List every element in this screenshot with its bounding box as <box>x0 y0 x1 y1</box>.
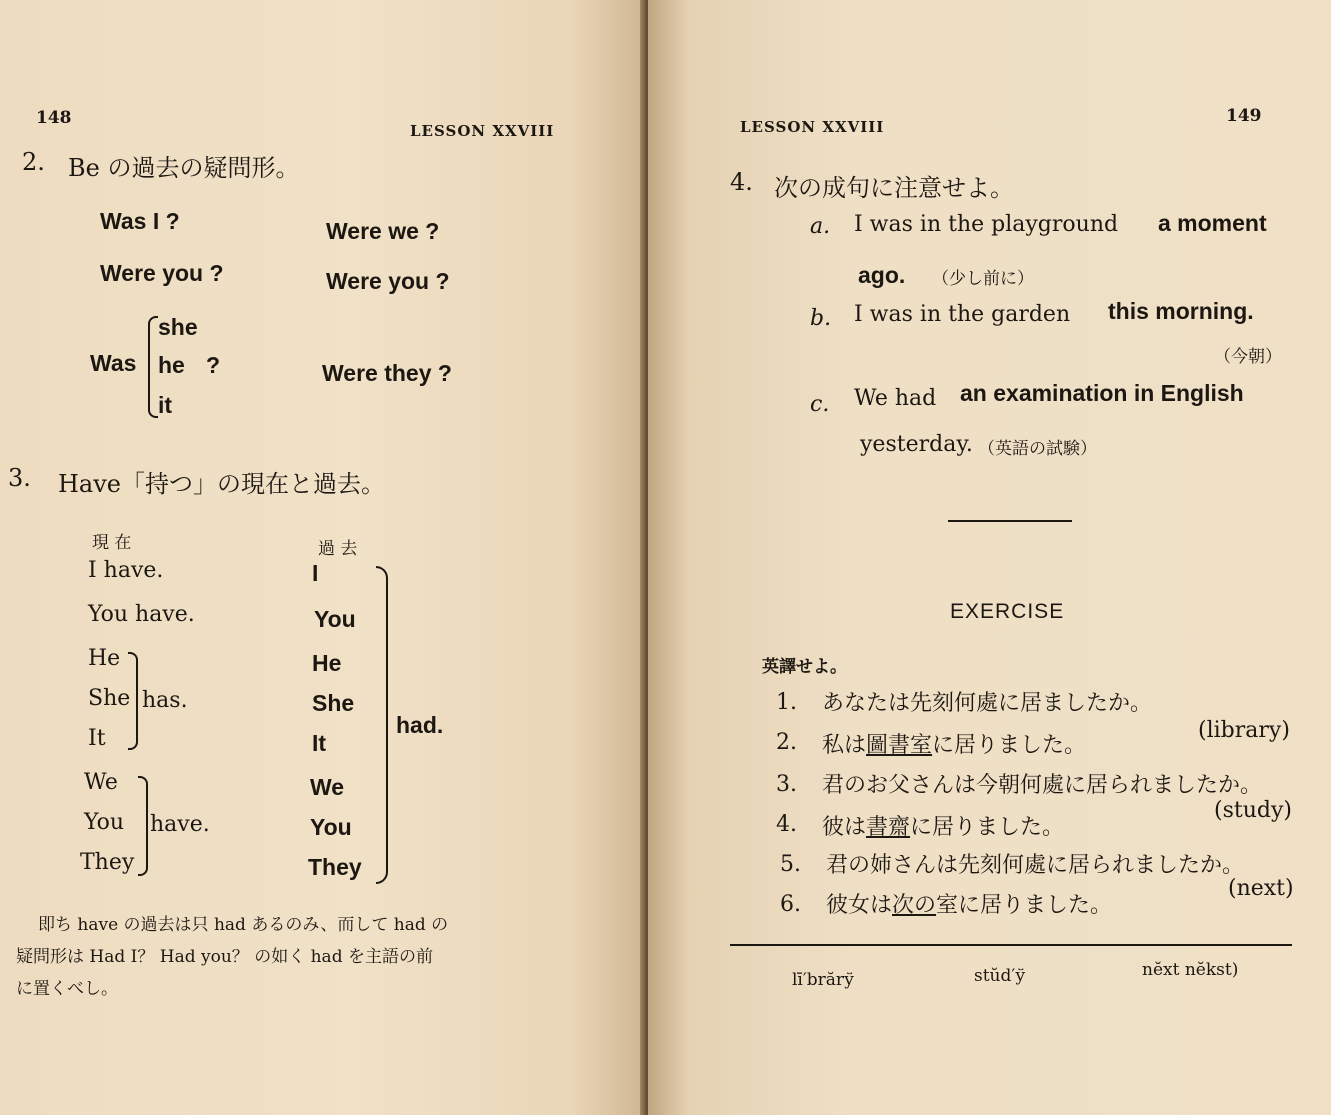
present-has: has. <box>142 688 188 713</box>
section-4-title: 次の成句に注意せよ。 <box>774 174 1014 202</box>
present-label: 現 在 <box>92 533 132 553</box>
exercise-6-text: 彼女は次の室に居りました。 <box>826 893 1113 918</box>
exercise-2-hint: (library) <box>1198 718 1290 743</box>
were-you-1: Were you ? <box>100 260 224 286</box>
page-number: 149 <box>1226 106 1262 126</box>
past-he: He <box>312 650 342 676</box>
past-you-pl: You <box>310 814 352 840</box>
present-it: It <box>88 726 106 751</box>
section-3-title: Have「持つ」の現在と過去。 <box>58 470 385 498</box>
brace-have <box>138 776 148 876</box>
past-label: 過 去 <box>318 539 358 559</box>
exercise-2-text: 私は圖書室に居りました。 <box>822 733 1087 758</box>
question-mark: ? <box>206 352 221 378</box>
underlined-word: 書齋 <box>866 815 911 840</box>
present-you-pl: You <box>84 810 125 835</box>
item-c-text: We had <box>854 386 937 411</box>
were-they: Were they ? <box>322 360 452 386</box>
present-you: You have. <box>88 602 195 627</box>
running-header: LESSON XXVIII <box>740 118 885 136</box>
were-you-2: Were you ? <box>326 268 450 294</box>
item-b-text: I was in the garden <box>854 302 1071 327</box>
exercise-instruction: 英譯せよ。 <box>762 657 847 677</box>
section-divider <box>948 520 1072 522</box>
note-line-1: 即ち have の過去は只 had あるのみ、而して had の <box>38 915 449 935</box>
page-149 <box>648 0 1331 1115</box>
exercise-4-text: 彼は書齋に居りました。 <box>822 815 1065 840</box>
exercise-1-text: あなたは先刻何處に居ましたか。 <box>822 691 1153 716</box>
item-c-gloss: （英語の試験） <box>978 439 1097 459</box>
underlined-word: 次の <box>892 893 937 918</box>
pronoun-he: he <box>158 352 185 378</box>
exercise-6-number: 6. <box>780 892 801 917</box>
section-3-number: 3. <box>8 464 31 492</box>
vocab-library: lī′brărў <box>792 970 855 990</box>
brace-pronouns <box>148 316 158 418</box>
item-a-phrase: a moment <box>1158 210 1267 236</box>
exercise-3-hint: (study) <box>1214 798 1292 823</box>
past-you: You <box>314 606 356 632</box>
past-had: had. <box>396 712 444 738</box>
brace-has <box>128 652 138 750</box>
section-2-number: 2. <box>22 148 45 176</box>
item-c-letter: c. <box>810 392 830 417</box>
item-a-gloss: （少し前に） <box>932 269 1034 289</box>
present-she: She <box>88 686 131 711</box>
present-we: We <box>84 770 118 795</box>
item-b-gloss: （今朝） <box>1214 347 1282 367</box>
exercise-5-hint: (next) <box>1228 876 1294 901</box>
present-have: have. <box>150 812 210 837</box>
item-c-phrase: an examination in English <box>960 380 1244 406</box>
past-i: I <box>312 560 319 586</box>
item-c-line2: yesterday. <box>860 432 973 457</box>
pronoun-she: she <box>158 314 198 340</box>
present-he: He <box>88 646 121 671</box>
page-number: 148 <box>36 108 72 128</box>
item-a-line2: ago. <box>858 262 906 288</box>
section-4-number: 4. <box>730 168 753 196</box>
exercise-5-number: 5. <box>780 852 801 877</box>
item-a-text: I was in the playground <box>854 212 1119 237</box>
item-b-letter: b. <box>810 306 832 331</box>
exercise-1-number: 1. <box>776 690 797 715</box>
exercise-3-number: 3. <box>776 772 797 797</box>
exercise-2-number: 2. <box>776 730 797 755</box>
was-label: Was <box>90 350 137 376</box>
item-b-phrase: this morning. <box>1108 298 1254 324</box>
vocab-next: nĕxt nĕkst) <box>1142 960 1239 980</box>
underlined-word: 圖書室 <box>866 733 933 758</box>
note-line-2: 疑問形は Had I？ Had you？ の如く had を主語の前 <box>16 947 433 967</box>
page-148 <box>0 0 648 1115</box>
past-we: We <box>310 774 345 800</box>
vocab-study: stŭd′ў <box>974 966 1026 986</box>
running-header: LESSON XXVIII <box>410 122 555 140</box>
note-line-3: に置くべし。 <box>16 979 118 999</box>
exercise-4-number: 4. <box>776 812 797 837</box>
pronoun-it: it <box>158 392 173 418</box>
exercise-3-text: 君のお父さんは今朝何處に居られましたか。 <box>822 773 1263 798</box>
past-she: She <box>312 690 355 716</box>
exercise-5-text: 君の姉さんは先刻何處に居られましたか。 <box>826 853 1245 878</box>
was-i: Was I ? <box>100 208 180 234</box>
brace-had <box>376 566 388 884</box>
footer-rule <box>730 944 1292 946</box>
item-a-letter: a. <box>810 214 831 239</box>
section-2-title: Be の過去の疑問形。 <box>68 154 300 182</box>
present-they: They <box>80 850 135 875</box>
exercise-title: EXERCISE <box>950 600 1065 623</box>
present-i: I have. <box>88 558 164 583</box>
past-it: It <box>312 730 327 756</box>
past-they: They <box>308 854 362 880</box>
were-we: Were we ? <box>326 218 440 244</box>
